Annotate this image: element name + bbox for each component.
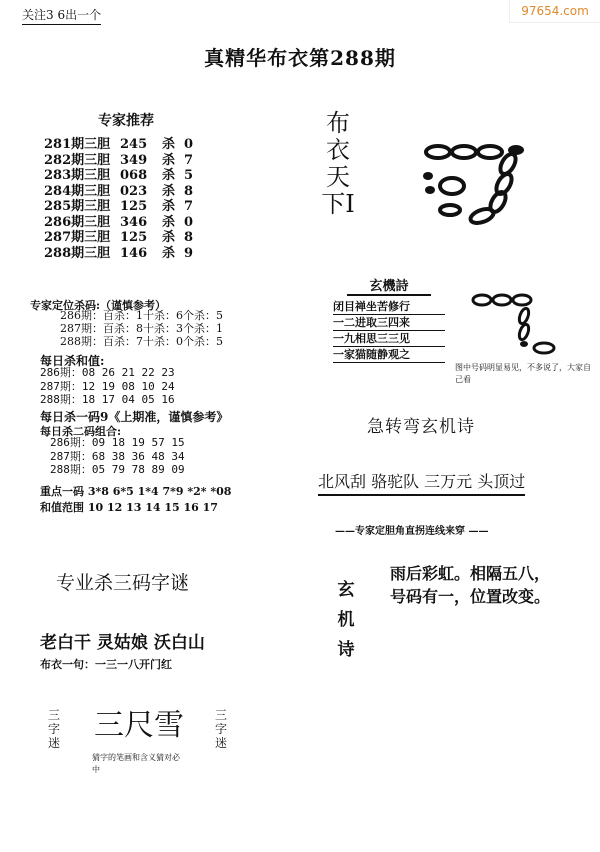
expert-row — [44, 199, 193, 215]
sum-values-rows — [40, 366, 175, 407]
mystery-poem-title: 玄機詩 — [347, 275, 431, 296]
poem-line: 一九相思三三见 — [333, 331, 445, 347]
expert-row — [44, 153, 193, 169]
row-kill: 杀 — [162, 137, 176, 152]
row-nums: 245 — [120, 137, 148, 152]
row-kill-value: 5 — [184, 168, 194, 183]
row-kill-value: 9 — [184, 245, 194, 261]
poem-note: 图中号码明显易见，不多说了，大家自己看 — [455, 363, 591, 384]
chain-link-drawing — [368, 128, 548, 228]
row-nums: 125 — [120, 199, 148, 214]
row-kill-value: 8 — [184, 183, 194, 199]
positioning-row: 286期：百杀：1十杀：6个杀：5 — [60, 309, 223, 322]
xuanji-vertical-title: 玄机诗 — [337, 580, 355, 660]
row-kill-value: 7 — [184, 152, 194, 168]
xuanji-line: 雨后彩虹。相隔五八， — [390, 564, 551, 583]
row-period: 287期三胆 — [44, 230, 111, 245]
row-kill: 杀 — [162, 214, 176, 230]
riddle-hint: 猜字的笔画和含义猜对必中 — [92, 753, 180, 774]
expert-row — [44, 230, 193, 246]
three-word-riddle-label-left: 三字迷 — [47, 708, 60, 750]
poem-line: 一家猫随静观之 — [333, 347, 445, 363]
buyi-sentence: 布衣一句：一三一八开门红 — [40, 658, 172, 671]
two-code-title: 每日杀二码组合: — [40, 425, 122, 438]
buyi-vertical-title: 布衣天下I — [321, 109, 355, 218]
row-kill-value: 7 — [184, 199, 194, 214]
expert-rows — [44, 137, 193, 261]
sum-values-row: 288期：18 17 04 05 16 — [40, 393, 175, 406]
positioning-row: 287期：百杀：8十杀：3个杀：1 — [60, 322, 223, 335]
row-kill: 杀 — [162, 152, 176, 168]
row-nums: 125 — [120, 230, 148, 245]
key-number-line: 重点一码 3*8 6*5 1*4 7*9 *2* *08 — [40, 485, 232, 498]
row-kill: 杀 — [162, 183, 176, 199]
expert-row — [44, 246, 193, 262]
site-watermark: 97654.com — [509, 0, 600, 23]
row-kill: 杀 — [162, 230, 176, 245]
two-code-rows — [50, 436, 185, 477]
north-wind-line: 北风刮 骆驼队 三万元 头顶过 — [318, 469, 525, 496]
row-period: 282期三胆 — [44, 152, 111, 168]
row-nums: 349 — [120, 152, 148, 168]
row-kill: 杀 — [162, 199, 176, 214]
top-note: 关注3 6出一个 — [22, 6, 101, 25]
riddle-words: 老白干 灵姑娘 沃白山 — [40, 633, 205, 653]
mystery-poem-box — [333, 275, 445, 363]
row-kill-value: 0 — [184, 137, 194, 152]
row-period: 284期三胆 — [44, 183, 111, 199]
row-kill-value: 0 — [184, 214, 194, 230]
expert-section-title: 专家推荐 — [98, 113, 154, 129]
page-title: 真精华布衣第288期 — [204, 46, 396, 70]
row-nums: 146 — [120, 245, 148, 261]
positioning-rows — [60, 309, 223, 348]
row-nums: 068 — [120, 168, 148, 183]
row-period: 283期三胆 — [44, 168, 111, 183]
daily-kill-line: 每日杀一码9《上期准，谨慎参考》 — [40, 410, 229, 424]
row-period: 285期三胆 — [44, 199, 111, 214]
expert-row — [44, 215, 193, 231]
poem-chain-drawing — [462, 290, 562, 360]
sum-values-row: 286期：08 26 21 22 23 — [40, 366, 175, 379]
positioning-row: 288期：百杀：7十杀：0个杀：5 — [60, 335, 223, 348]
riddle-title: 专业杀三码字谜 — [56, 572, 190, 594]
row-period: 288期三胆 — [44, 245, 111, 261]
expert-row — [44, 137, 193, 153]
three-word-riddle-label-right: 三字迷 — [214, 708, 227, 750]
sum-values-title: 每日杀和值: — [40, 354, 105, 368]
poem-line: 一二进取三四来 — [333, 315, 445, 331]
row-nums: 023 — [120, 183, 148, 199]
sum-values-row: 287期：12 19 08 10 24 — [40, 379, 175, 393]
two-code-row: 286期：09 18 19 57 15 — [50, 436, 185, 449]
xuanji-poem — [390, 562, 550, 608]
riddle-poem-title: 急转弯玄机诗 — [367, 417, 475, 437]
row-period: 286期三胆 — [44, 214, 111, 230]
sum-range-line: 和值范围 10 12 13 14 15 16 17 — [40, 501, 218, 514]
row-kill: 杀 — [162, 245, 176, 261]
row-kill-value: 8 — [184, 230, 194, 245]
poem-line: 闭目禅坐苦修行 — [333, 299, 445, 315]
positioning-title: 专家定位杀码:（谨慎参考） — [30, 299, 167, 312]
row-period: 281期三胆 — [44, 137, 111, 152]
riddle-big-text: 三尺雪 — [94, 708, 184, 743]
two-code-row: 287期：68 38 36 48 34 — [50, 449, 185, 463]
row-kill: 杀 — [162, 168, 176, 183]
expert-banner: ——专家定胆角直拐连线来穿 —— — [335, 526, 489, 537]
expert-row — [44, 184, 193, 200]
expert-row — [44, 168, 193, 184]
xuanji-line: 号码有一，位置改变。 — [390, 587, 551, 606]
two-code-row: 288期：05 79 78 89 09 — [50, 463, 185, 476]
row-nums: 346 — [120, 214, 148, 230]
